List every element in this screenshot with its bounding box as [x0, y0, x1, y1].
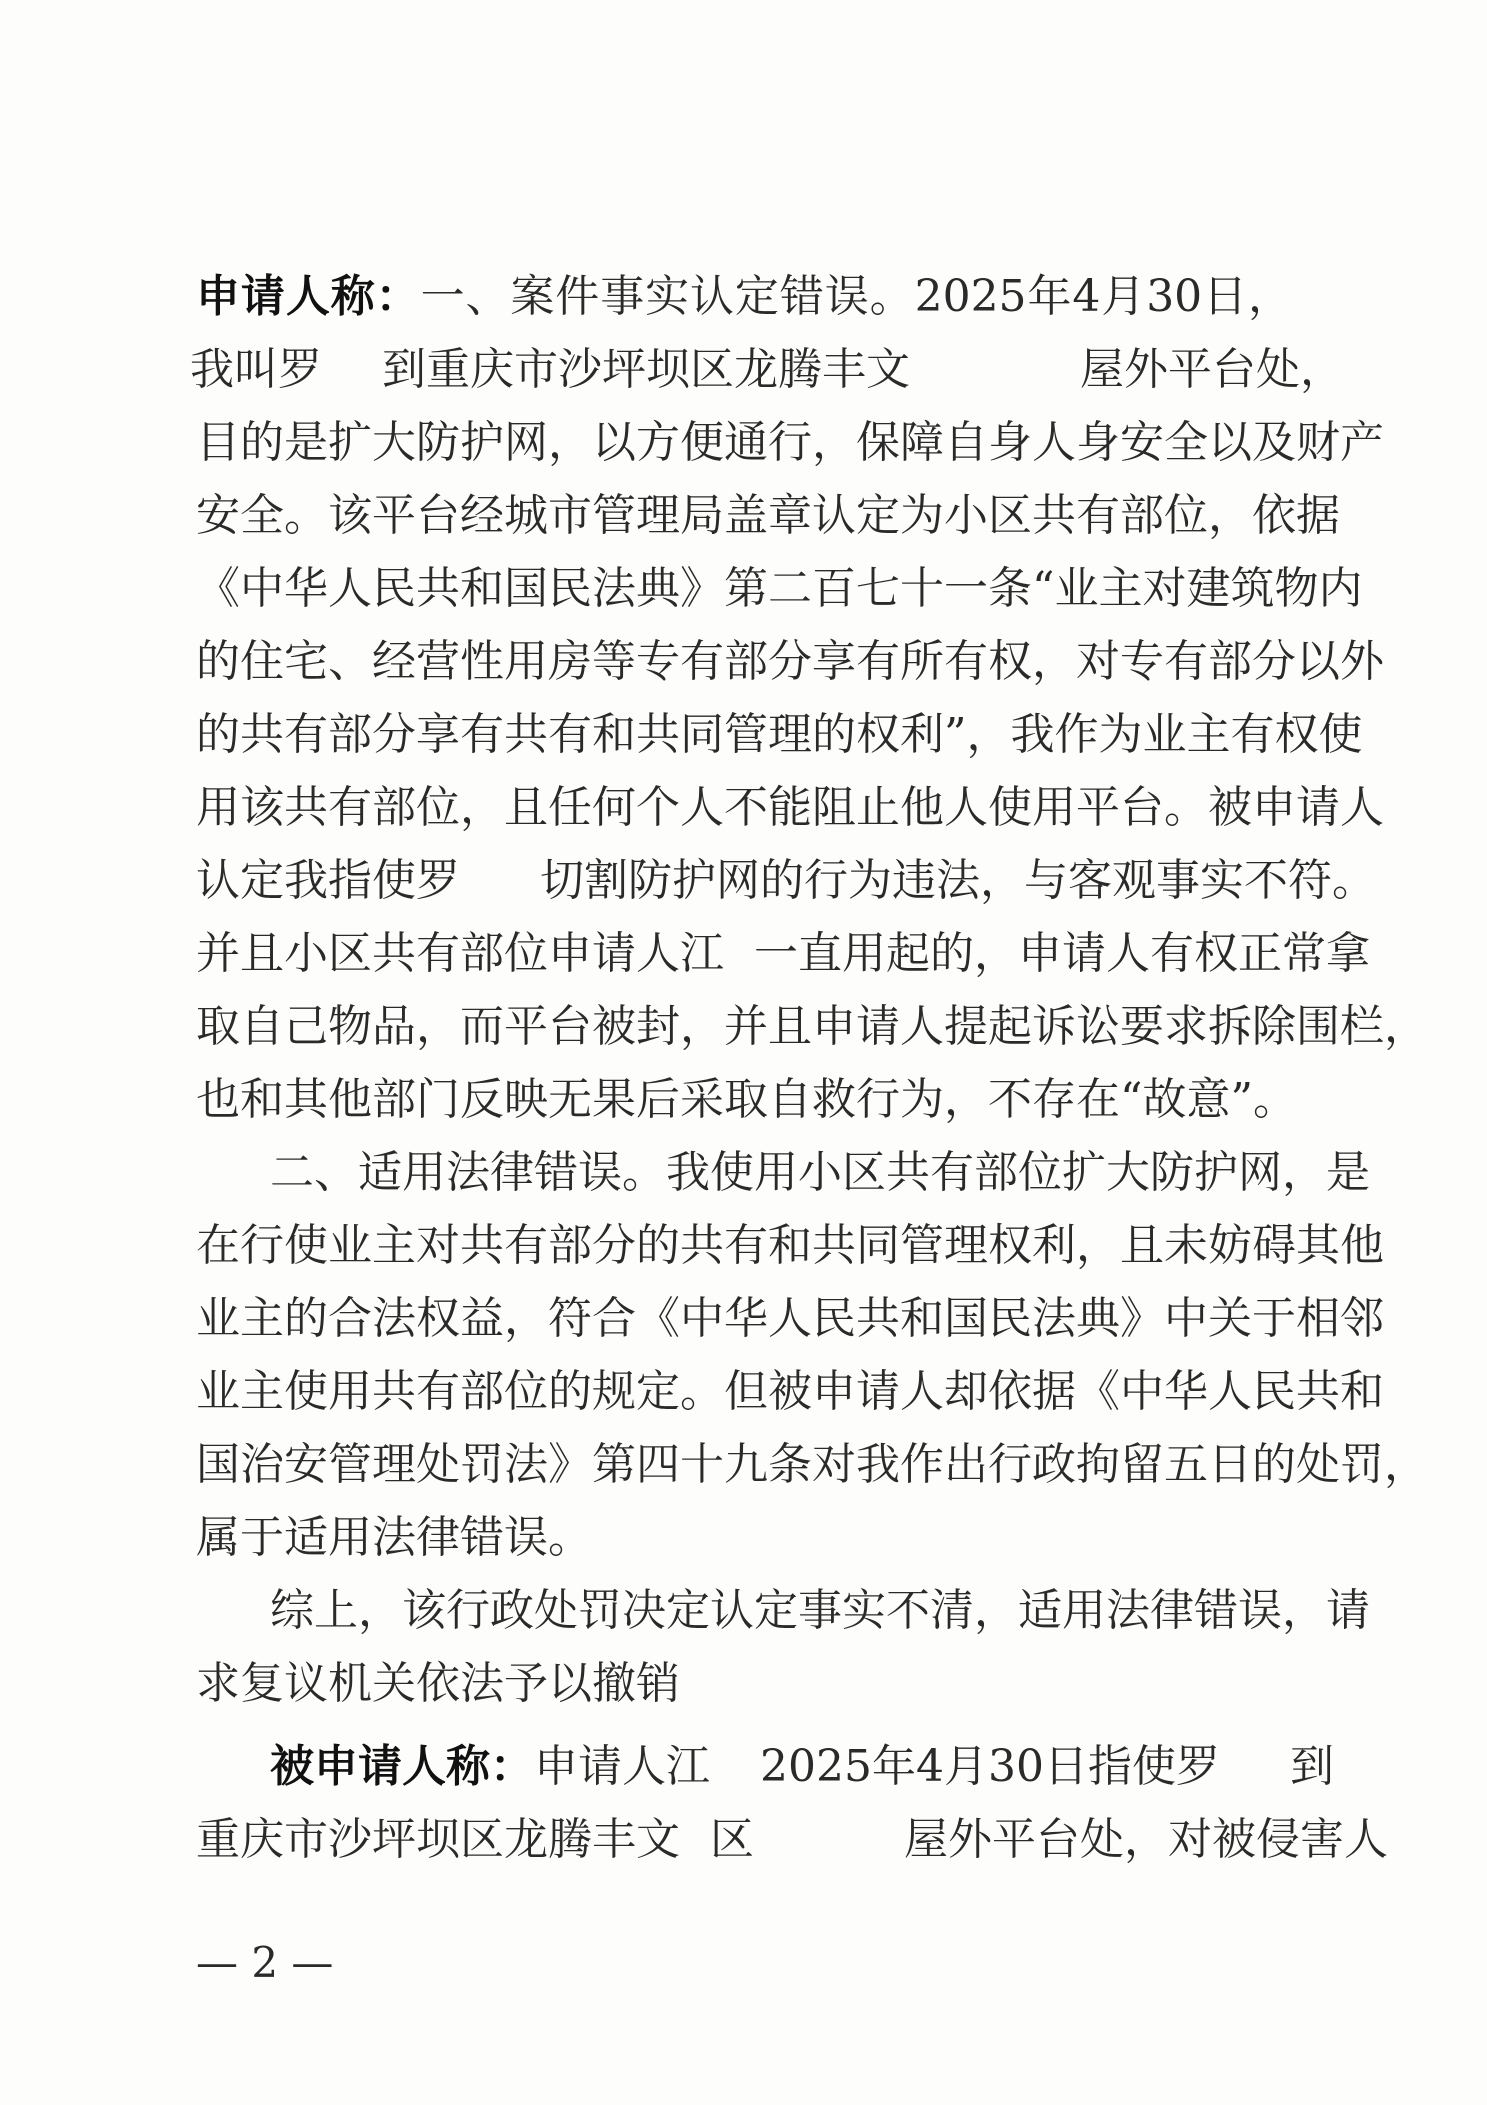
text-line-20: 求复议机关依法予以撤销: [196, 1658, 680, 1709]
text-line-21: 被申请人称：申请人江 2025年4月30日指使罗 到: [270, 1741, 1334, 1792]
applicant-label: 申请人称：: [196, 271, 421, 322]
text-line-10: 并且小区共有部位申请人江 一直用起的，申请人有权正常拿: [196, 928, 1370, 979]
text-line-14: 在行使业主对共有部分的共有和共同管理权利，且未妨碍其他: [196, 1220, 1384, 1271]
text-line-5: 《中华人民共和国民法典》第二百七十一条“业主对建筑物内: [196, 563, 1363, 614]
page-number: — 2 —: [196, 1938, 334, 1987]
text-line-12: 也和其他部门反映无果后采取自救行为，不存在“故意”。: [196, 1074, 1297, 1125]
text-line-18: 属于适用法律错误。: [196, 1512, 592, 1563]
text-line-7: 的共有部分享有共有和共同管理的权利”，我作为业主有权使: [196, 709, 1363, 760]
text-line-3: 目的是扩大防护网，以方便通行，保障自身人身安全以及财产: [196, 417, 1384, 468]
text-line-11: 取自己物品，而平台被封，并且申请人提起诉讼要求拆除围栏，: [196, 1001, 1428, 1052]
text-line-4: 安全。该平台经城市管理局盖章认定为小区共有部位，依据: [196, 490, 1340, 541]
text-line-1: 申请人称：一、案件事实认定错误。2025年4月30日，: [196, 271, 1292, 322]
text-line-15: 业主的合法权益，符合《中华人民共和国民法典》中关于相邻: [196, 1293, 1384, 1344]
text-line-16: 业主使用共有部位的规定。但被申请人却依据《中华人民共和: [196, 1366, 1384, 1417]
text-line-8: 用该共有部位，且任何个人不能阻止他人使用平台。被申请人: [196, 782, 1384, 833]
text-line-17: 国治安管理处罚法》第四十九条对我作出行政拘留五日的处罚，: [196, 1439, 1428, 1490]
respondent-label: 被申请人称：: [270, 1741, 534, 1792]
text-line-19: 综上，该行政处罚决定认定事实不清，适用法律错误，请: [270, 1585, 1370, 1636]
text-line-2: 我叫罗 到重庆市沙坪坝区龙腾丰文 屋外平台处，: [190, 344, 1344, 395]
text-line-13: 二、适用法律错误。我使用小区共有部位扩大防护网，是: [270, 1147, 1370, 1198]
text-line-6: 的住宅、经营性用房等专有部分享有所有权，对专有部分以外: [196, 636, 1384, 687]
text-line-9: 认定我指使罗 切割防护网的行为违法，与客观事实不符。: [196, 855, 1376, 906]
text-line-22: 重庆市沙坪坝区龙腾丰文 区 屋外平台处，对被侵害人: [196, 1814, 1388, 1865]
